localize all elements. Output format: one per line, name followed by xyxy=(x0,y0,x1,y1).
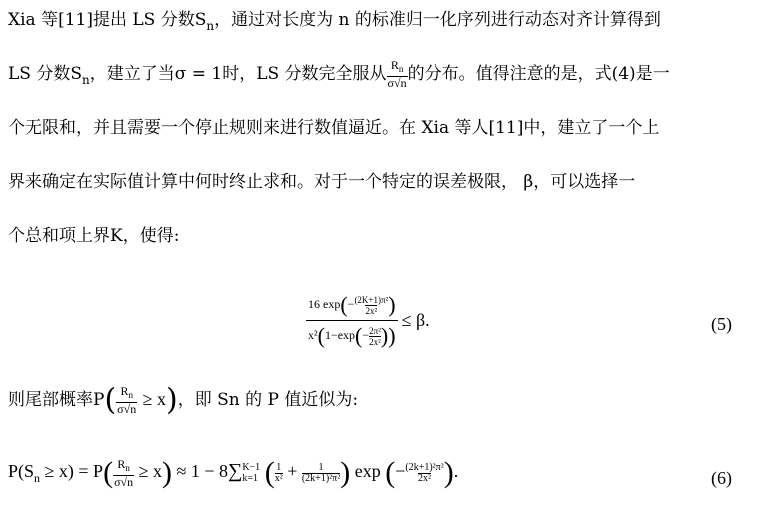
eq5-denominator: x²(1−exp(− $\frac{\text{2π²}}{\text{2x²}}$ )) xyxy=(306,320,398,349)
line-2: LS 分数$S_n$，建立了当σ = 1时，LS 分数完全服从 $\frac{R_n}{\sigma√n}$ 的分布。值得注意的是，式(4)是一 xyxy=(8,58,670,90)
paragraph-2: 则尾部概率P( $\frac{R_n}{\sigma√n}$ ≥ x)，即 Sn 的 P 值近似为: xyxy=(8,382,359,418)
line-4: 界来确定在实际值计算中何时终止求和。对于一个特定的误差极限， β，可以选择一 xyxy=(8,172,636,192)
eq5-numerator: 16 exp(− $\frac{\text{(2K+1)π²}}{\text{2x²}}$ ) xyxy=(308,292,396,317)
line-1: Xia 等[11]提出 LS 分数$S_n$，通过对长度为 n 的标准归一化序列进行动态对齐计算得到 xyxy=(8,10,661,33)
inline-fraction: $\frac{R_n}{\sigma√n}$ xyxy=(387,58,407,90)
paragraph-1 xyxy=(8,0,758,263)
line-3: 个无限和，并且需要一个停止规则来进行数值逼近。在 Xia 等人[11]中，建立了一个上 xyxy=(8,118,660,138)
equation-5: 16 exp(− $\frac{\text{(2K+1)π²}}{\text{2x²}}$ ) x²(1−exp(− $\frac{\text{2π²}}{\text{2x²}}$ )) ≤ β. (5) xyxy=(308,292,732,348)
eq6-number: (6) xyxy=(711,468,732,488)
eq5-number: (5) xyxy=(711,314,732,334)
equation-6: $P(S_n \ge x) = P$( $\frac{R_n}{\sigma√n}$ ≥ x) ≈ 1 − 8∑ K−1 k=1 ( $\frac{1}{\text{x²}}$ + $\frac{1}{\text{(2k+1)²π²}}$ ) exp (− $\frac{\text{(2k+1)²π²}}{\text{2x²}}$ ). (6) xyxy=(8,456,732,489)
line-5: 个总和项上界K，使得: xyxy=(8,226,180,246)
eq5-fraction xyxy=(306,292,398,349)
